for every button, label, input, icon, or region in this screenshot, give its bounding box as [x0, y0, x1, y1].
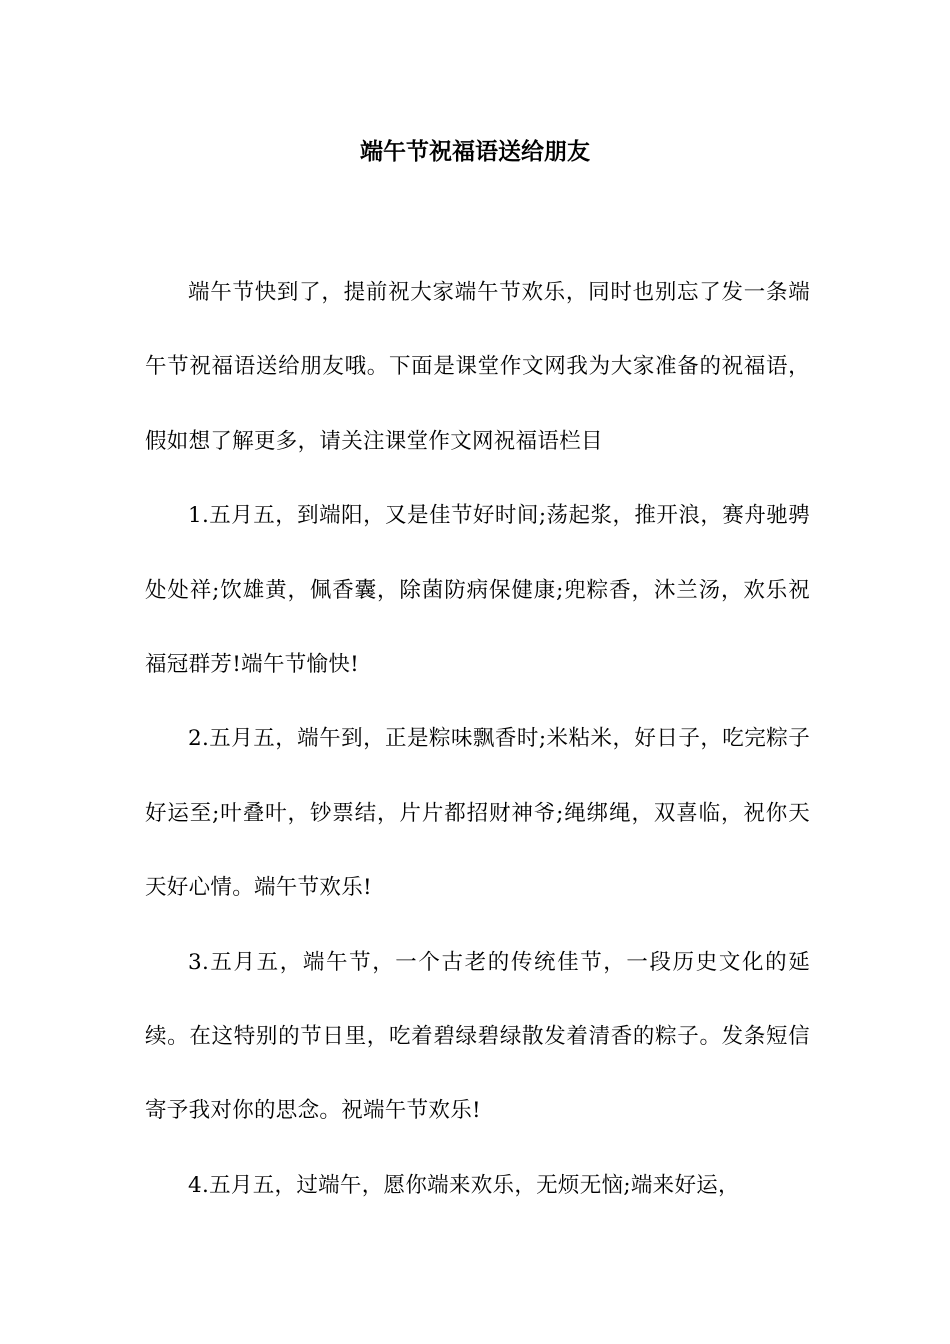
intro-paragraph: 端午节快到了，提前祝大家端午节欢乐，同时也别忘了发一条端午节祝福语送给朋友哦。下面是课堂作文网我为大家准备的祝福语，假如想了解更多，请关注课堂作文网祝福语栏目 — [145, 280, 810, 454]
blessing-paragraph-4: 4.五月五，过端午，愿你端来欢乐，无烦无恼;端来好运， — [188, 1172, 740, 1198]
blessing-paragraph-2: 2.五月五，端午到，正是粽味飘香时;米粘米，好日子，吃完粽子好运至;叶叠叶，钞票结，片片都招财神爷;绳绑绳，双喜临，祝你天天好心情。端午节欢乐! — [145, 726, 810, 901]
document-title: 端午节祝福语送给朋友 — [360, 138, 590, 165]
document-body — [145, 256, 810, 1223]
blessing-paragraph-3: 3.五月五，端午节，一个古老的传统佳节，一段历史文化的延续。在这特别的节日里，吃着碧绿碧绿散发着清香的粽子。发条短信寄予我对你的思念。祝端午节欢乐! — [145, 949, 810, 1124]
blessing-paragraph-1: 1.五月五，到端阳，又是佳节好时间;荡起浆，推开浪，赛舟驰骋处处祥;饮雄黄，佩香囊，除菌防病保健康;兜粽香，沐兰汤，欢乐祝福冠群芳!端午节愉快! — [145, 503, 810, 678]
